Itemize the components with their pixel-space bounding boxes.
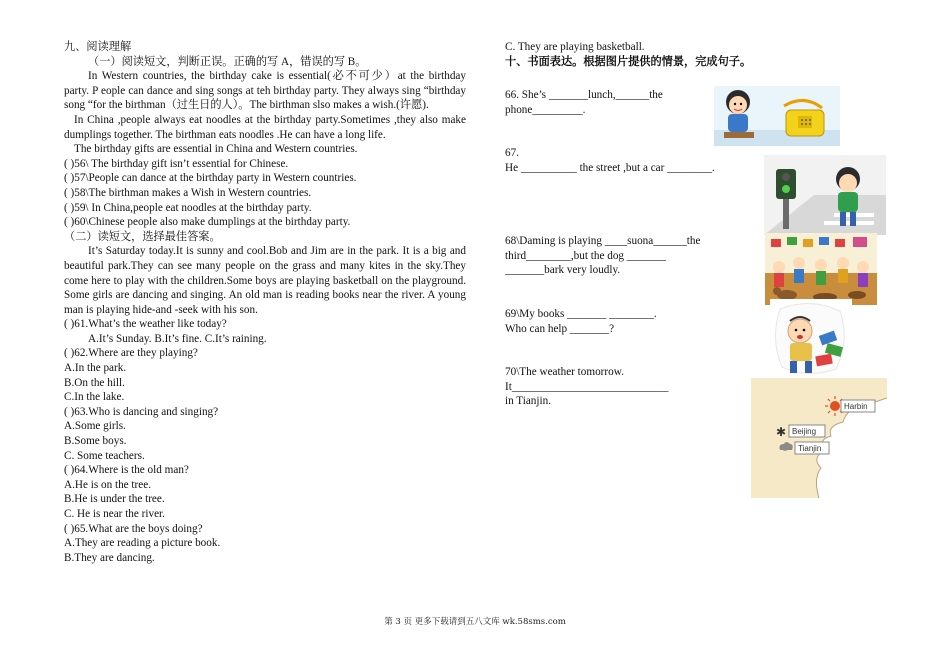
map-label-harbin: Harbin [844,402,868,411]
section9-title: 九、阅读理解 [64,41,132,53]
mc-question-64: ( )64.Where is the old man? [64,464,189,477]
mc-option: A.Some girls. [64,420,126,433]
question-68 [505,234,747,278]
map-label-tianjin: Tianjin [798,444,822,453]
q69-line2: Who can help _______? [505,322,615,335]
passage1-para1: In Western countries, the birthday cake is essential(必不可少）at the birthday party. P eople can dance and sing songs at teh birthday party. They always sing “birthday song “for the birthman（过生日的人）。The birthman slso makes a wish.(许愿). [64,70,466,112]
mc-question-65: ( )65.What are the boys doing? [64,522,203,535]
q68-line2: third________,but the dog _______ [505,249,666,262]
mc-question-61: ( )61.What’s the weather like today? [64,318,227,331]
mc-option: C.In the lake. [64,391,125,404]
mc-option-65c: C. They are playing basketball. [505,41,645,53]
question-66 [505,88,710,117]
tf-item-56: ( )56\ The birthday gift isn’t essential for Chinese. [64,157,289,170]
map-label-beijing: Beijing [792,427,817,436]
q67-line2: He __________ the street ,but a car ________. [505,161,715,174]
q68-line1: 68\Daming is playing ____suona______the [505,235,701,247]
traffic-crossing-picture [764,155,886,235]
question-69 [505,307,745,336]
mc-option: B.He is under the tree. [64,493,165,506]
falling-books-picture [770,299,852,379]
q68-line3: _______bark very loudly. [505,264,621,277]
section10-title: 十、书面表达。根据图片提供的情景，完成句子。 [505,55,752,68]
passage2: It’s Saturday today.It is sunny and cool.Bob and Jim are in the park. It is a big and beautiful park.They can see many people on the grass and many kites in the sky.They come here to play with the children.Some boys are playing basketball on the playground. Some girls are dancing and singing. An old man is reading books near the river. A young man is playing hide-and -seek with his son. [64,245,466,316]
weather-map-picture [751,378,887,498]
mc-option: C. He is near the river. [64,508,165,520]
tf-item-57: ( )57\People can dance at the birthday party in Western countries. [64,172,357,185]
q70-line1: 70\The weather tomorrow. [505,366,624,378]
passage1-para3: The birthday gifts are essential in China and Western countries. [74,143,358,156]
q67-line1: 67. [505,147,519,159]
mc-option: B.On the hill. [64,376,125,389]
mc-options-61: A.It’s Sunday. B.It’s fine. C.It’s raining. [88,332,267,345]
q66-line2: phone_________. [505,103,586,116]
mc-question-62: ( )62.Where are they playing? [64,347,198,360]
tf-item-58: ( )58\The birthman makes a Wish in Western countries. [64,186,312,199]
mc-option: A.In the park. [64,362,127,375]
mc-option: C. Some teachers. [64,449,145,462]
q70-line3: in Tianjin. [505,395,552,408]
q70-line2: It____________________________ [505,380,669,393]
tf-item-59: ( )59\ In China,people eat noodles at the birthday party. [64,201,312,214]
right-column [505,40,805,69]
q69-line1: 69\My books _______ ________. [505,308,657,320]
section9-sub2: （二）读短文，选择最佳答案。 [64,230,221,243]
girl-phone-picture [714,86,840,146]
tf-item-60: ( )60\Chinese people also make dumplings at the birthday party. [64,216,351,229]
mc-option: A.He is on the tree. [64,478,151,491]
question-67 [505,146,765,175]
question-70 [505,365,745,409]
snow-icon: ✱ [776,425,787,439]
mc-question-63: ( )63.Who is dancing and singing? [64,405,219,418]
parade-picture [765,233,877,305]
page-footer: 第 3 页 更多下载请到五八文库 wk.58sms.com [384,617,566,627]
mc-option: B.Some boys. [64,435,127,448]
q66-line1: 66. She’s _______lunch,______the [505,89,663,101]
section9-sub1: （一）阅读短文，判断正误。正确的写 A，错误的写 B。 [88,55,367,68]
mc-option: B.They are dancing. [64,551,155,564]
mc-option: A.They are reading a picture book. [64,537,221,550]
left-column [64,40,466,565]
passage1-para2: In China ,people always eat noodles at the birthday party.Sometimes ,they also make dumplings together. The birthman eats noodles .He can have a long life. [64,113,466,141]
